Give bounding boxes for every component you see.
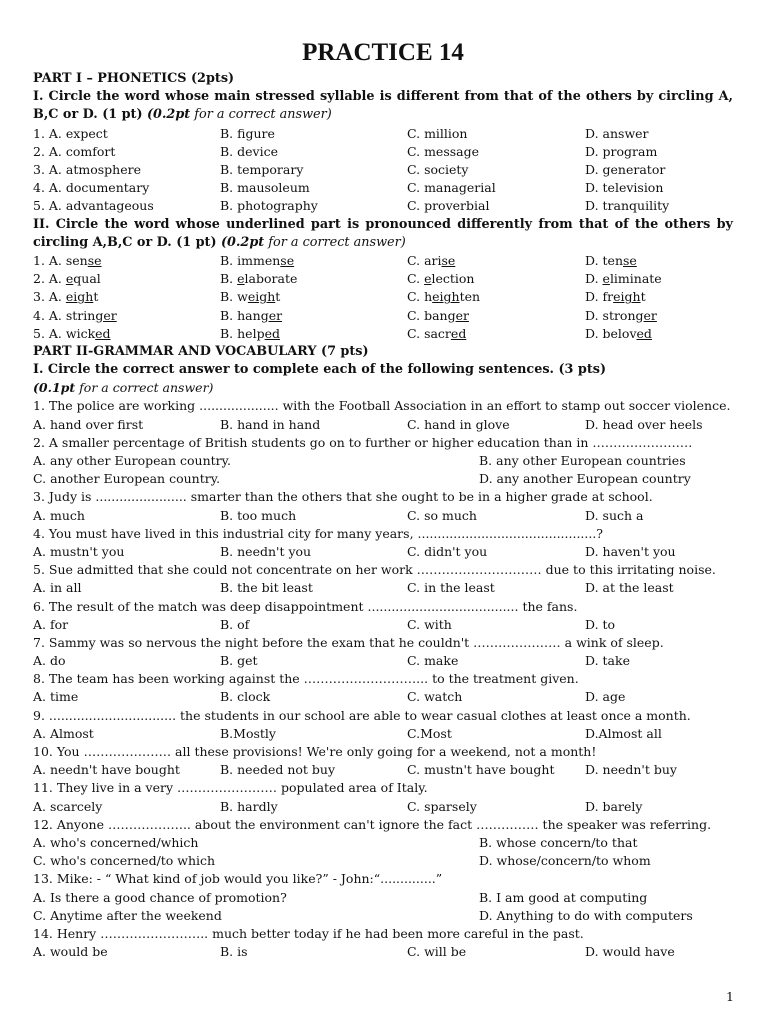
underlined-part: eigh (613, 289, 641, 305)
answer-option: C. so much (407, 507, 477, 523)
instruction-text: II. Circle the word whose underlined part is pronounced differently from that of the others by circling A,B,C or D. (1 pt) (33, 216, 733, 250)
options-row (33, 652, 733, 670)
question-stem: 10. You ………………… all these provisions! We're only going for a weekend, not a month! (33, 744, 597, 760)
question-stem: 8. The team has been working against the ………………………... to the treatment given. (33, 671, 579, 687)
answer-option: 1. A. expect (33, 125, 108, 141)
answer-option: D. age (585, 689, 626, 705)
answer-option: C. didn't you (407, 543, 488, 559)
underlined-part: ed (450, 325, 467, 341)
answer-option: C. message (407, 143, 479, 159)
question-stem: 11. They live in a very …………………… populated area of Italy. (33, 780, 428, 796)
answer-option: C. banger (407, 307, 469, 323)
underlined-part: se (280, 252, 295, 268)
underlined-part: eigh (432, 289, 460, 305)
underlined-part: ger (95, 307, 117, 323)
options-row (33, 416, 733, 434)
options-row (33, 889, 733, 907)
answer-option: D. Anything to do with computers (479, 907, 693, 923)
underlined-part: ger (447, 307, 469, 323)
answer-option: D. to (585, 616, 616, 632)
instruction-note (147, 107, 332, 122)
underlined-part: ed (95, 325, 111, 341)
answer-option: A. who's concerned/which (33, 834, 199, 850)
answer-option: C. Anytime after the weekend (33, 907, 222, 923)
page-number: 1 (726, 989, 734, 1004)
answer-option: B. get (220, 653, 258, 669)
question-stem: 1. The police are working .................... with the Football Association in an effort to stamp out soccer violence. (33, 398, 731, 414)
answer-option: D. would have (585, 944, 675, 960)
answer-option: C. sparsely (407, 798, 477, 814)
answer-option: D. television (585, 180, 664, 196)
answer-option: D. beloved (585, 325, 652, 341)
underlined-part: e (65, 271, 74, 287)
underlined-part: ed (636, 325, 652, 341)
question-stem: 2. A smaller percentage of British students go on to further or higher education than in …………………… (33, 434, 693, 450)
answer-option: 4. A. stringer (33, 307, 117, 323)
answer-option: A. do (33, 653, 66, 669)
answer-option: 3. A. eight (33, 289, 99, 305)
answer-option: C. watch (407, 689, 463, 705)
answer-option: A. time (33, 689, 79, 705)
underlined-part: e (424, 271, 432, 287)
answer-option: D. tranquility (585, 198, 670, 214)
answer-option: B. helped (220, 325, 280, 341)
pronunciation-question-list (33, 252, 733, 343)
question-stem: 4. You must have lived in this industrial city for many years, .............................................? (33, 525, 604, 541)
answer-option: D. generator (585, 161, 666, 177)
answer-option: D. program (585, 143, 658, 159)
answer-option: A. in all (33, 580, 82, 596)
options-row (33, 907, 733, 925)
answer-option: B. of (220, 616, 250, 632)
part1-heading: PART I – PHONETICS (2pts) (33, 71, 235, 86)
options-row (33, 507, 733, 525)
question-row (33, 125, 733, 143)
options-row (33, 616, 733, 634)
answer-option: 2. A. equal (33, 271, 101, 287)
answer-option: C. hand in glove (407, 416, 510, 432)
answer-option: D. tense (585, 252, 637, 268)
question-stem: 12. Anyone ……………….. about the environment can't ignore the fact …………… the speaker was referring. (33, 816, 712, 832)
options-row (33, 834, 733, 852)
answer-option: A. would be (33, 944, 108, 960)
note-points: (0.2pt (147, 107, 191, 123)
answer-option: B. mausoleum (220, 180, 310, 196)
answer-option: D. stronger (585, 307, 657, 323)
options-row (33, 798, 733, 816)
instruction-text: I. Circle the word whose main stressed syllable is different from that of the others by circling A, B,C or D. (1 pt) (33, 89, 733, 123)
answer-option: C. will be (407, 944, 467, 960)
options-row (33, 579, 733, 597)
underlined-part: eigh (247, 289, 276, 305)
answer-option: D. any another European country (479, 471, 691, 487)
answer-option: B. weight (220, 289, 281, 305)
question-row (33, 270, 733, 288)
answer-option: D. head over heels (585, 416, 703, 432)
options-row (33, 725, 733, 743)
answer-option: D. at the least (585, 580, 674, 596)
part2-heading: PART II-GRAMMAR AND VOCABULARY (7 pts) (33, 343, 369, 359)
answer-option: B. device (220, 143, 278, 159)
answer-option: 3. A. atmosphere (33, 161, 141, 177)
answer-option: A. hand over first (33, 416, 144, 432)
answer-option: C. who's concerned/to which (33, 853, 216, 869)
note-points: (0.1pt (33, 380, 76, 396)
page-title: PRACTICE 14 (302, 39, 464, 66)
answer-option: B. clock (220, 689, 271, 705)
answer-option: B. hardly (220, 798, 278, 814)
answer-option: D. freight (585, 289, 646, 305)
answer-option: C. arise (407, 252, 456, 268)
answer-option: C. managerial (407, 180, 496, 196)
part1-sec1-instruction (33, 88, 733, 124)
question-row (33, 161, 733, 179)
answer-option: B. too much (220, 507, 297, 523)
options-row (33, 470, 733, 488)
question-row (33, 179, 733, 197)
answer-option: B. the bit least (220, 580, 313, 596)
answer-option: C. society (407, 161, 469, 177)
answer-option: D. haven't you (585, 543, 676, 559)
grammar-question-list (33, 397, 733, 961)
answer-option: 1. A. sense (33, 252, 102, 268)
answer-option: A. mustn't you (33, 543, 125, 559)
answer-option: C. with (407, 616, 452, 632)
answer-option: C. election (407, 271, 475, 287)
options-row (33, 761, 733, 779)
instruction-text: I. Circle the correct answer to complete each of the following sentences. (3 pts) (33, 362, 607, 378)
instruction-note (221, 235, 406, 250)
question-row (33, 325, 733, 343)
answer-option: D. answer (585, 125, 649, 141)
answer-option: D. take (585, 653, 630, 669)
answer-option: D. such a (585, 507, 644, 523)
answer-option: B.Mostly (220, 725, 276, 741)
answer-option: C. sacred (407, 325, 467, 341)
question-stem: 14. Henry …………………….. much better today if he had been more careful in the past. (33, 925, 584, 941)
answer-option: B. elaborate (220, 271, 298, 287)
answer-option: 2. A. comfort (33, 143, 116, 159)
answer-option: B. hanger (220, 307, 283, 323)
part1-sec2-instruction (33, 216, 733, 252)
options-row (33, 543, 733, 561)
question-row (33, 197, 733, 215)
underlined-part: se (623, 252, 637, 268)
answer-option: 5. A. advantageous (33, 198, 154, 214)
answer-option: D.Almost all (585, 725, 662, 741)
question-stem: 13. Mike: - “ What kind of job would you like?” - John:“..............” (33, 871, 443, 887)
answer-option: C. proverbial (407, 198, 490, 214)
note-points: (0.2pt (221, 234, 265, 250)
answer-option: B. whose concern/to that (479, 834, 638, 850)
note-text: for a correct answer) (75, 380, 214, 396)
question-stem: 5. Sue admitted that she could not concentrate on her work ………………………… due to this irritating noise. (33, 562, 716, 578)
answer-option: B. figure (220, 125, 275, 141)
answer-option: B. needed not buy (220, 762, 336, 778)
stress-question-list (33, 125, 733, 216)
underlined-part: ger (635, 307, 657, 323)
answer-option: B. temporary (220, 161, 304, 177)
options-row (33, 688, 733, 706)
answer-option: A. much (33, 507, 85, 523)
answer-option: 4. A. documentary (33, 180, 150, 196)
underlined-part: ed (264, 325, 280, 341)
answer-option: D. whose/concern/to whom (479, 853, 651, 869)
answer-option: A. Almost (33, 725, 94, 741)
options-row (33, 852, 733, 870)
answer-option: C. in the least (407, 580, 495, 596)
question-row (33, 252, 733, 270)
answer-option: B. any other European countries (479, 453, 686, 469)
question-stem: 6. The result of the match was deep disappointment ...................................... the fans. (33, 598, 578, 614)
underlined-part: se (441, 252, 456, 268)
answer-option: A. needn't have bought (33, 762, 180, 778)
answer-option: B. photography (220, 198, 318, 214)
answer-option: C. another European country. (33, 471, 221, 487)
question-stem: 3. Judy is ....................... smarter than the others that she ought to be in a higher grade at school. (33, 489, 653, 505)
note-text: for a correct answer) (190, 107, 332, 123)
answer-option: B. needn't you (220, 543, 312, 559)
answer-option: D. eliminate (585, 271, 662, 287)
answer-option: B. is (220, 944, 248, 960)
answer-option: D. barely (585, 798, 643, 814)
document-page (33, 38, 733, 961)
answer-option: 5. A. wicked (33, 325, 111, 341)
note-text: for a correct answer) (264, 234, 406, 250)
answer-option: C.Most (407, 725, 452, 741)
underlined-part: eigh (65, 289, 94, 305)
answer-option: C. mustn't have bought (407, 762, 555, 778)
instruction-note (33, 379, 733, 397)
answer-option: C. million (407, 125, 468, 141)
question-stem: 9. ................................ the students in our school are able to wear casual clothes at least once a month. (33, 707, 691, 723)
part2-sec1-instruction (33, 361, 733, 379)
answer-option: C. heighten (407, 289, 481, 305)
options-row (33, 452, 733, 470)
underlined-part: se (87, 252, 102, 268)
question-row (33, 307, 733, 325)
options-row (33, 943, 733, 961)
answer-option: D. needn't buy (585, 762, 677, 778)
answer-option: A. any other European country. (33, 453, 232, 469)
answer-option: A. scarcely (33, 798, 103, 814)
question-row (33, 143, 733, 161)
question-row (33, 288, 733, 306)
underlined-part: e (237, 271, 245, 287)
underlined-part: ger (260, 307, 283, 323)
underlined-part: e (602, 271, 610, 287)
answer-option: B. I am good at computing (479, 889, 648, 905)
answer-option: B. hand in hand (220, 416, 321, 432)
answer-option: A. for (33, 616, 69, 632)
answer-option: C. make (407, 653, 459, 669)
answer-option: B. immense (220, 252, 295, 268)
answer-option: A. Is there a good chance of promotion? (33, 889, 287, 905)
question-stem: 7. Sammy was so nervous the night before the exam that he couldn't ………………… a wink of sleep. (33, 634, 664, 650)
